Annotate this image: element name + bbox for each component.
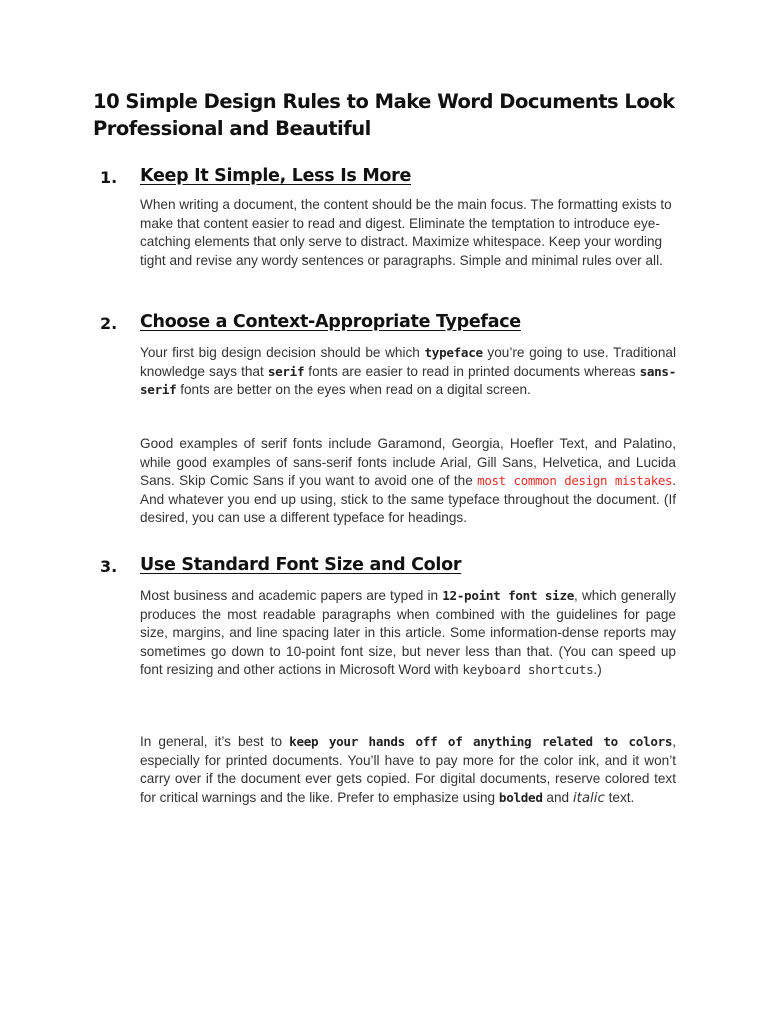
- text-run: . And whatever you end up using, stick to the same typeface throughout the document. (If desired, you can use a different typeface for headings.: [140, 473, 676, 525]
- design-mistakes-link[interactable]: most common design mistakes: [477, 473, 673, 488]
- text-run: Your first big design decision should be which: [140, 345, 425, 360]
- section-2-paragraph-1: [140, 344, 676, 400]
- section-3-paragraph-1: [140, 587, 676, 680]
- document-title: 10 Simple Design Rules to Make Word Documents Look Professional and Beautiful: [93, 90, 675, 140]
- section-3-heading: Use Standard Font Size and Color: [140, 555, 462, 575]
- section-1-heading: Keep It Simple, Less Is More: [140, 166, 412, 186]
- text-run: .): [593, 662, 602, 677]
- section-3-paragraph-2: [140, 733, 676, 808]
- typeface-keyword: typeface: [424, 345, 483, 360]
- text-run: text.: [604, 789, 635, 805]
- colors-keyword: keep your hands off of anything related to colors: [289, 734, 673, 749]
- section-2-heading: Choose a Context-Appropriate Typeface: [140, 312, 521, 332]
- section-1-number: 1.: [100, 168, 118, 187]
- font-size-keyword: 12-point font size: [442, 588, 575, 603]
- section-3-number: 3.: [100, 557, 118, 576]
- section-2-number: 2.: [100, 314, 118, 333]
- text-run: you’re going to use. Traditional knowledge says that: [140, 345, 676, 379]
- text-run: fonts are easier to read in printed documents whereas: [304, 363, 640, 379]
- text-run: Most business and academic papers are typed in: [140, 588, 443, 603]
- section-2-paragraph-2: [140, 435, 676, 528]
- italic-keyword: italic: [572, 790, 605, 806]
- text-run: and: [542, 789, 573, 805]
- text-run: , especially for printed documents. You’ll have to pay more for the color ink, and it won’t carry over if the document ever gets copied. For digital documents, reserve colored text for critical warnings and the like. Prefer to emphasize using: [140, 734, 677, 805]
- sans-serif-keyword: sans-serif: [140, 363, 676, 397]
- keyboard-shortcuts-link[interactable]: keyboard shortcuts: [462, 662, 594, 677]
- serif-keyword: serif: [267, 363, 305, 379]
- bolded-keyword: bolded: [498, 789, 543, 805]
- text-run: fonts are better on the eyes when read on a digital screen.: [176, 382, 531, 397]
- text-run: Good examples of serif fonts include Garamond, Georgia, Hoefler Text, and Palatino, while good examples of sans-serif fonts include Arial, Gill Sans, Helvetica, and Lucida Sans. Skip Comic Sans if you want to avoid one of the: [140, 436, 676, 488]
- text-run: In general, it’s best to: [140, 734, 290, 749]
- section-1-body: When writing a document, the content should be the main focus. The formatting exists to make that content easier to read and digest. Eliminate the temptation to introduce eye-catching elements that only serve to distract. Maximize whitespace. Keep your wording tight and revise any wordy sentences or paragraphs. Simple and minimal rules over all.: [140, 197, 672, 268]
- text-run: , which generally produces the most readable paragraphs when combined with the guidelines for page size, margins, and line spacing later in this article. Some information-dense reports may sometimes go down to 10-point font size, but never less than that. (You can speed up font resizing and other actions in Microsoft Word with: [140, 588, 677, 677]
